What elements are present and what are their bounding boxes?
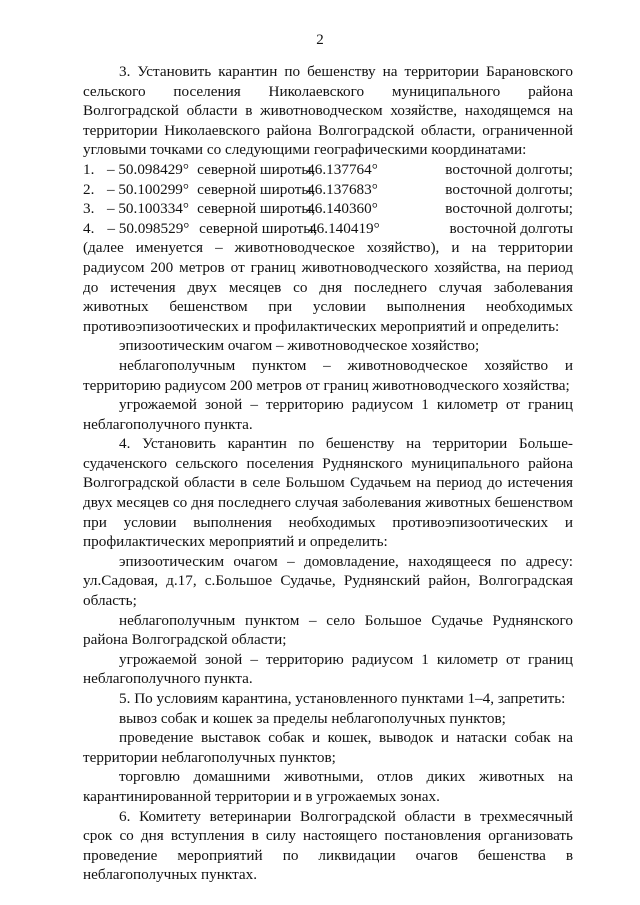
coordinate-number: 3.: [83, 200, 95, 218]
coordinate-longitude-label: восточной долготы;: [445, 180, 573, 198]
coordinate-number: 2.: [83, 180, 95, 198]
coordinates-list: [83, 160, 573, 238]
paragraph-5-item-3: торговлю домашними животными, отлов диких животных на карантинированной территории и в угрожаемых зонах.: [83, 768, 573, 805]
coordinate-latitude: – 50.100334°: [106, 200, 189, 218]
coordinate-latitude: – 50.098429°: [106, 160, 189, 178]
paragraph-3-continuation: (далее именуется – животноводческое хозяйство), и на территории радиусом 200 метров от границ животноводческого хозяйства, на период до истечения двух месяцев со дня последнего случая заболевания животных бешенством при условии выполнения необходимых противоэпизоотических и профилактических мероприятий и определить:: [83, 239, 573, 335]
coordinate-longitude-label: восточной долготы;: [445, 200, 573, 218]
coordinate-latitude-label: северной широты,: [197, 160, 316, 178]
coordinate-longitude: 46.137683°: [307, 180, 378, 198]
paragraph-3-threat-zone: угрожаемой зоной – территорию радиусом 1 километр от границ неблагополучного пункта.: [83, 396, 573, 433]
coordinate-number: 1.: [83, 160, 95, 178]
coordinate-longitude: 46.140360°: [307, 200, 378, 218]
paragraph-4-intro: 4. Установить карантин по бешенству на территории Больше-судаченского сельского поселения Руднянского муниципального района Волгоградской области в селе Большом Судачьем на период до истечения двух месяцев со дня последнего случая заболевания животных бешенством при условии выполнения необходимых противоэпизоотических и профилактических мероприятий и определить:: [83, 435, 573, 551]
coordinate-row: [83, 160, 573, 180]
paragraph-3-focus: эпизоотическим очагом – животноводческое хозяйство;: [119, 337, 480, 355]
coordinate-row: [83, 199, 573, 219]
coordinate-latitude-label: северной широты,: [197, 200, 316, 218]
coordinate-latitude: – 50.098529°: [107, 219, 190, 237]
paragraph-5-intro: 5. По условиям карантина, установленного пунктами 1–4, запретить:: [119, 690, 566, 707]
coordinate-longitude: 46.140419°: [309, 219, 380, 237]
paragraph-4-focus: эпизоотическим очагом – домовладение, находящееся по адресу: ул.Садовая, д.17, с.Большое Судачье, Руднянский район, Волгоградская область;: [83, 552, 573, 610]
coordinate-row: [83, 180, 573, 200]
paragraph-4-unfavorable-point: неблагополучным пунктом – село Большое Судачье Руднянского района Волгоградской области;: [83, 611, 573, 649]
paragraph-3-intro: 3. Установить карантин по бешенству на территории Барановского сельского поселения Николаевского муниципального района Волгоградской области в животноводческом хозяйстве, находящемся на территории Николаевского района Волгоградской области, ограниченной угловыми точками со следующими географическими координатами:: [83, 63, 573, 159]
coordinate-longitude-label: восточной долготы;: [445, 160, 573, 178]
coordinate-latitude: – 50.100299°: [106, 180, 189, 198]
coordinate-number: 4.: [83, 219, 95, 237]
coordinate-longitude-label: восточной долготы: [449, 219, 573, 237]
coordinate-latitude-label: северной широты,: [199, 219, 318, 237]
coordinate-latitude-label: северной широты,: [197, 180, 316, 198]
page-number: 2: [316, 32, 324, 48]
paragraph-6: 6. Комитету ветеринарии Волгоградской области в трехмесячный срок со дня вступления в силу настоящего постановления организовать проведение мероприятий по ликвидации очагов бешенства в неблагополучных пунктах.: [83, 807, 573, 884]
paragraph-5-item-2: проведение выставок собак и кошек, выводок и натаски собак на территории неблагополучных пунктов;: [83, 729, 573, 766]
document-body: [83, 62, 573, 885]
paragraph-4-threat-zone: угрожаемой зоной – территорию радиусом 1 километр от границ неблагополучного пункта.: [83, 650, 573, 688]
paragraph-3-unfavorable-point: неблагополучным пунктом – животноводческое хозяйство и территорию радиусом 200 метров от границ животноводческого хозяйства;: [83, 356, 573, 394]
coordinate-row: [83, 219, 573, 239]
coordinate-longitude: 46.137764°: [307, 160, 378, 178]
paragraph-5-item-1: вывоз собак и кошек за пределы неблагополучных пунктов;: [119, 709, 506, 727]
